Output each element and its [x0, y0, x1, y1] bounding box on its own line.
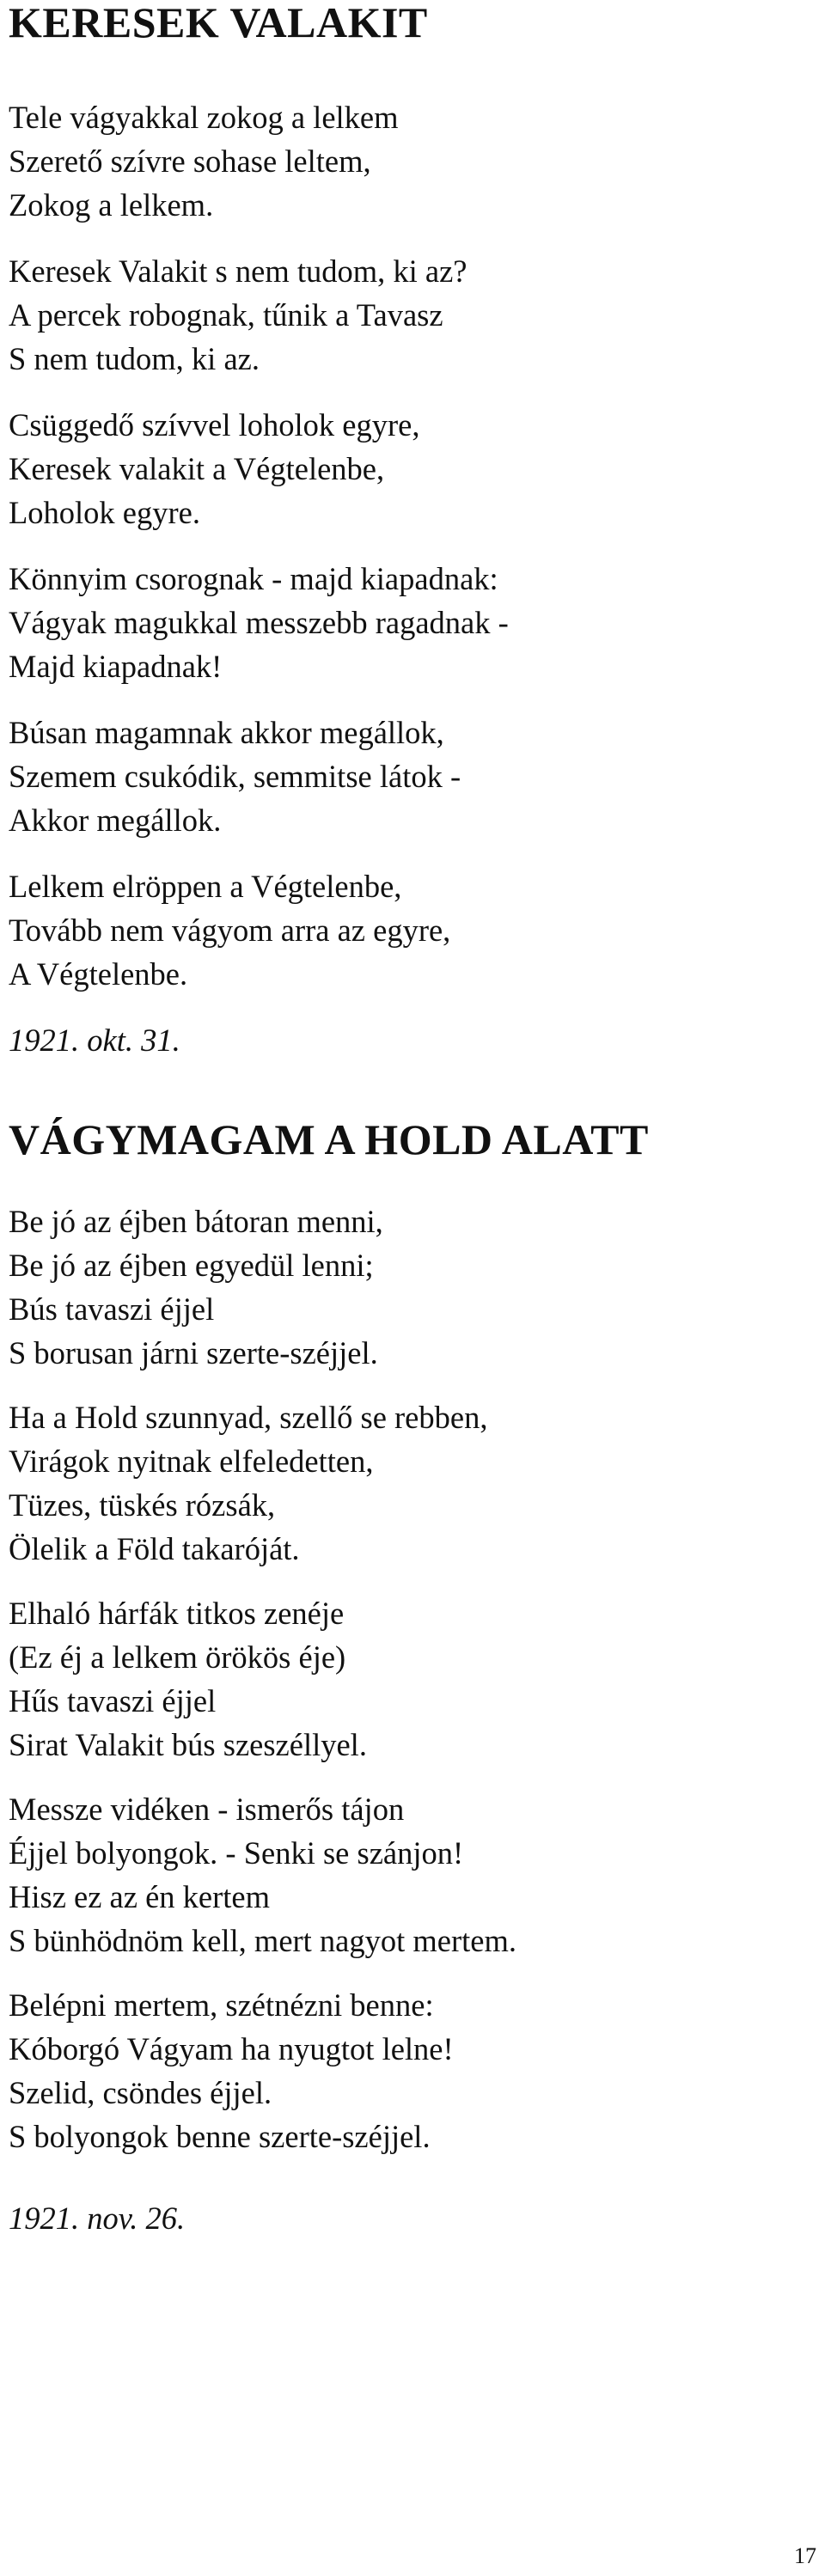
poem-line: Hűs tavaszi éjjel [9, 1683, 217, 1718]
poem-line: Búsan magamnak akkor megállok, [9, 715, 444, 750]
poem-line: Majd kiapadnak! [9, 649, 223, 684]
poem-line: Kóborgó Vágyam ha nyugtot lelne! [9, 2031, 454, 2066]
poem-line: Be jó az éjben bátoran menni, [9, 1204, 383, 1239]
poem-line: Éjjel bolyongok. - Senki se szánjon! [9, 1835, 464, 1871]
poem-line: Szerető szívre sohase leltem, [9, 143, 371, 179]
poem-line: Vágyak magukkal messzebb ragadnak - [9, 605, 509, 640]
poem-line: Ölelik a Föld takaróját. [9, 1531, 300, 1566]
poem-line: Virágok nyitnak elfeledetten, [9, 1444, 374, 1479]
poem-line: Tele vágyakkal zokog a lelkem [9, 100, 399, 135]
poem-line: A Végtelenbe. [9, 956, 188, 992]
poem-line: Belépni mertem, szétnézni benne: [9, 1987, 434, 2023]
poem-line: Bús tavaszi éjjel [9, 1291, 215, 1327]
poem-line: S nem tudom, ki az. [9, 341, 260, 376]
poem-date: 1921. nov. 26. [9, 2201, 186, 2236]
poem-line: Tovább nem vágyom arra az egyre, [9, 913, 451, 948]
poem-line: Keresek valakit a Végtelenbe, [9, 451, 385, 486]
poem-title: KERESEK VALAKIT [9, 0, 428, 46]
poem-line: S bolyongok benne szerte-széjjel. [9, 2119, 431, 2154]
poem-line: Zokog a lelkem. [9, 187, 214, 223]
poem-title: VÁGYMAGAM A HOLD ALATT [9, 1115, 649, 1163]
poem-line: S borusan járni szerte-széjjel. [9, 1335, 378, 1370]
poem-line: Lelkem elröppen a Végtelenbe, [9, 869, 402, 904]
poem-line: A percek robognak, tűnik a Tavasz [9, 297, 443, 333]
page-number: 17 [794, 2543, 816, 2568]
poem-line: (Ez éj a lelkem örökös éje) [9, 1639, 346, 1675]
poem-line: Keresek Valakit s nem tudom, ki az? [9, 253, 468, 289]
poem-line: Szelid, csöndes éjjel. [9, 2075, 272, 2110]
poem-line: S bünhödnöm kell, mert nagyot mertem. [9, 1923, 517, 1958]
poem-line: Tüzes, tüskés rózsák, [9, 1487, 276, 1523]
poem-line: Be jó az éjben egyedül lenni; [9, 1248, 374, 1283]
poem-line: Hisz ez az én kertem [9, 1879, 270, 1914]
poem-line: Messze vidéken - ismerős tájon [9, 1792, 405, 1827]
poem-line: Loholok egyre. [9, 495, 200, 530]
poem-line: Sirat Valakit bús szeszéllyel. [9, 1727, 367, 1762]
poem-line: Elhaló hárfák titkos zenéje [9, 1596, 345, 1631]
poem-date: 1921. okt. 31. [9, 1022, 180, 1058]
poem-line: Akkor megállok. [9, 803, 222, 838]
poem-line: Szemem csukódik, semmitse látok - [9, 759, 461, 794]
poem-line: Ha a Hold szunnyad, szellő se rebben, [9, 1400, 488, 1435]
poem-line: Csüggedő szívvel loholok egyre, [9, 407, 420, 443]
poem-line: Könnyim csorognak - majd kiapadnak: [9, 561, 498, 596]
